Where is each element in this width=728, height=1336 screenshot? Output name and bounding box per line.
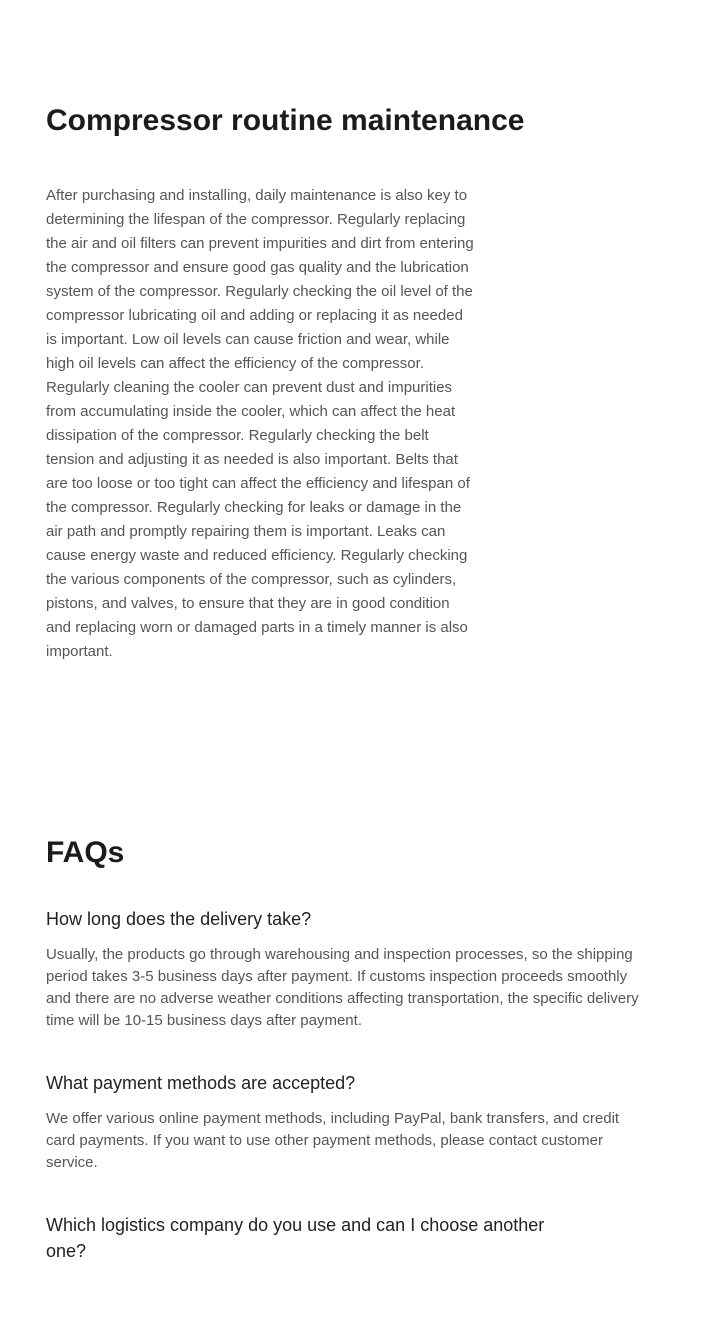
product-detail-page bbox=[0, 102, 728, 1264]
faq-item bbox=[46, 1212, 678, 1264]
faq-answer-delivery-time: Usually, the products go through warehousing and inspection processes, so the shipping period takes 3-5 business days after payment. If customs inspection proceeds smoothly and there are no adverse weather conditions affecting transportation, the specific delivery time will be 10-15 business days after payment. bbox=[46, 946, 639, 1029]
maintenance-section bbox=[46, 102, 678, 664]
faq-section bbox=[46, 834, 678, 1264]
faq-item bbox=[46, 906, 678, 1032]
faq-answer-payment-methods: We offer various online payment methods, including PayPal, bank transfers, and credit card payments. If you want to use other payment methods, please contact customer service. bbox=[46, 1110, 620, 1171]
faq-question-delivery-time: How long does the delivery take? bbox=[46, 909, 312, 929]
faq-question-payment-methods: What payment methods are accepted? bbox=[46, 1073, 356, 1093]
faq-item bbox=[46, 1070, 678, 1174]
faq-section-title: FAQs bbox=[46, 836, 125, 869]
maintenance-description-paragraph: After purchasing and installing, daily maintenance is also key to determining the lifespan of the compressor. Regularly replacing the air and oil filters can prevent impurities and dirt from entering the compressor and ensure good gas quality and the lubrication system of the compressor. Regularly checking the oil level of the compressor lubricating oil and adding or replacing it as needed is important. Low oil levels can cause friction and wear, while high oil levels can affect the efficiency of the compressor. Regularly cleaning the cooler can prevent dust and impurities from accumulating inside the cooler, which can affect the heat dissipation of the compressor. Regularly checking the belt tension and adjusting it as needed is also important. Belts that are too loose or too tight can affect the efficiency and lifespan of the compressor. Regularly checking for leaks or damage in the air path and promptly repairing them is important. Leaks can cause energy waste and reduced efficiency. Regularly checking the various components of the compressor, such as cylinders, pistons, and valves, to ensure that they are in good condition and replacing worn or damaged parts in a timely manner is also important. bbox=[46, 187, 474, 660]
maintenance-section-title: Compressor routine maintenance bbox=[46, 104, 525, 137]
faq-question-logistics-company: Which logistics company do you use and can I choose another one? bbox=[46, 1215, 545, 1261]
